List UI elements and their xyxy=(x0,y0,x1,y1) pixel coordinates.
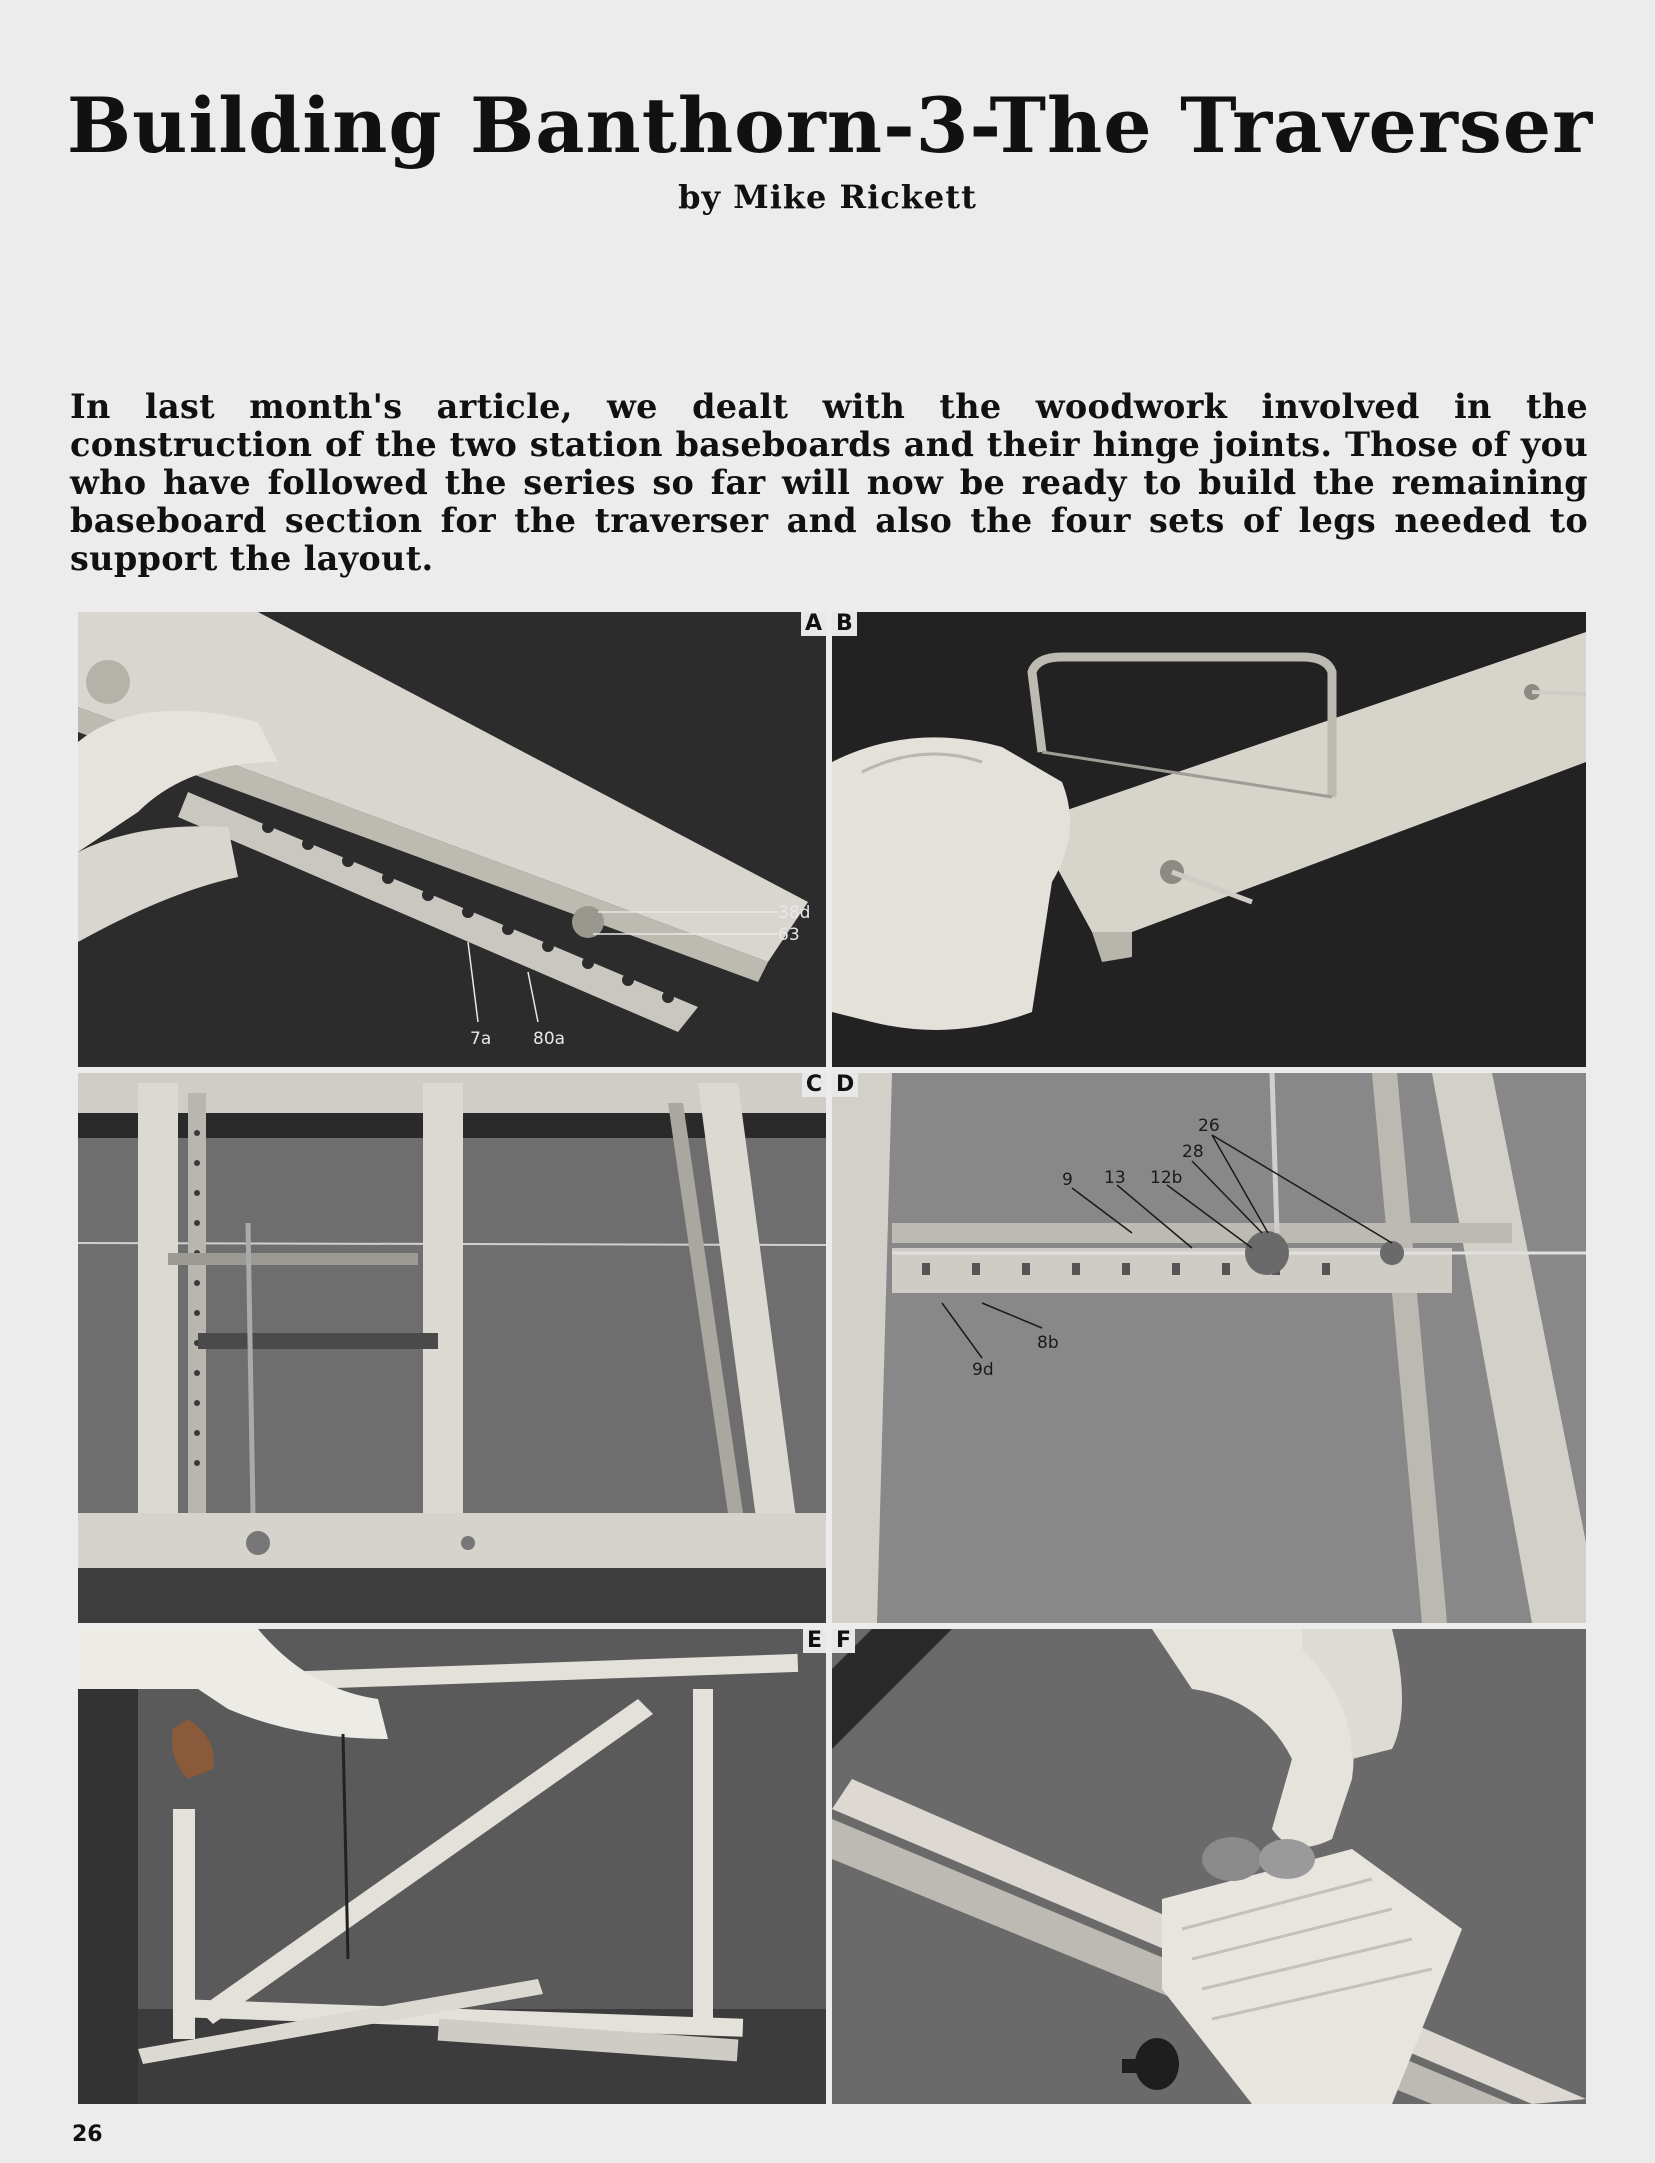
photo-d-image xyxy=(832,1073,1586,1623)
photo-a-image xyxy=(78,612,826,1067)
callout-80a: 80a xyxy=(533,1029,566,1049)
callout-9d: 9d xyxy=(972,1360,994,1380)
callout-7a: 7a xyxy=(470,1029,492,1049)
photo-b xyxy=(832,612,1586,1067)
photo-b-image xyxy=(832,612,1586,1067)
photo-c xyxy=(78,1073,826,1623)
callout-28: 28 xyxy=(1182,1142,1204,1162)
photo-f xyxy=(832,1629,1586,2104)
article-intro: In last month's article, we dealt with the woodwork involved in the construction of the two station baseboards and their hinge joints. Those of you who have followed the series so far will now be ready to build the remaining baseboard section for the traverser and also the four sets of legs needed to support the layout. xyxy=(70,387,1588,578)
page-number: 26 xyxy=(72,2122,103,2147)
photo-b-label: B xyxy=(832,612,857,636)
photo-a xyxy=(78,612,826,1067)
article-title: Building Banthorn-3-The Traverser xyxy=(66,81,1594,170)
photo-grid xyxy=(78,612,1586,2104)
photo-e xyxy=(78,1629,826,2104)
callout-9: 9 xyxy=(1062,1170,1073,1190)
photo-f-label: F xyxy=(832,1629,855,1653)
photo-a-label: A xyxy=(801,612,826,636)
callout-12b: 12b xyxy=(1150,1168,1183,1188)
photo-e-label: E xyxy=(803,1629,826,1653)
photo-f-image xyxy=(832,1629,1586,2104)
article-byline: by Mike Rickett xyxy=(678,178,977,216)
photo-c-label: C xyxy=(802,1073,826,1097)
photo-d xyxy=(832,1073,1586,1623)
callout-63: 63 xyxy=(778,925,800,945)
callout-26: 26 xyxy=(1198,1116,1220,1136)
callout-13: 13 xyxy=(1104,1168,1126,1188)
photo-d-label: D xyxy=(832,1073,858,1097)
photo-e-image xyxy=(78,1629,826,2104)
callout-38d: 38d xyxy=(778,903,811,923)
callout-8b: 8b xyxy=(1037,1333,1059,1353)
photo-c-image xyxy=(78,1073,826,1623)
